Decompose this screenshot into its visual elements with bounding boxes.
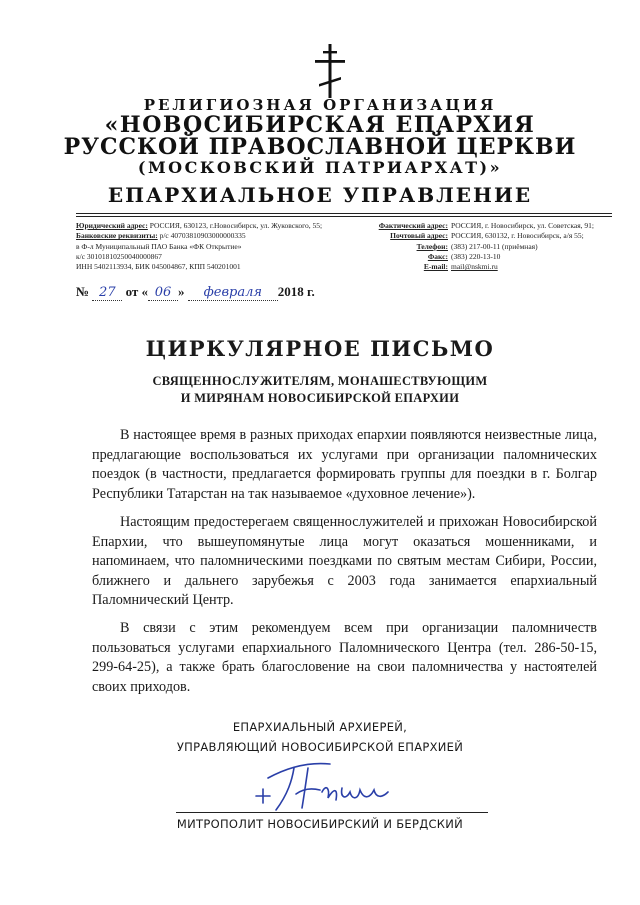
body-paragraph-1: В настоящее время в разных приходах епархии появляются неизвестные лица, предлагающие воспользоваться их услугами при организации паломнических поездок (в частности, предлагается формировать группы для поездки в г. Болгар Республики Татарстан на так называемое «духовное лечение»). [92,427,597,502]
body-paragraph-2: Настоящим предостерегаем священнослужителей и прихожан Новосибирской Епархии, что вышеупомянутые лица могут оказаться мошенниками, и напоминаем, что паломническими поездками по святым местам Сибири, России, ближнего и дальнего зарубежья с 2003 года занимается епархиальный Паломнический Центр. [92,514,597,608]
church-name-line: РУССКОЙ ПРАВОСЛАВНОЙ ЦЕРКВИ [63,134,577,160]
date-year: 2018 г. [277,284,315,299]
bank-details-label: Банковские реквизиты: [76,231,158,241]
legal-address-row [76,221,376,231]
date-from-label: от « [125,284,149,299]
fax-value: (383) 220-13-10 [451,251,501,261]
contacts-right [372,221,617,272]
body-paragraph-3: В связи с этим рекомендуем всем при организации паломничеств пользоваться услугами епархиального Паломнического Центра (тел. 286-50-15, 299-64-25), а также брать благословение на свои паломничества у настоятелей своих приходов. [92,620,597,695]
signature-line [176,812,488,813]
letter-addressee-line2: И МИРЯНАМ НОВОСИБИРСКОЙ ЕПАРХИИ [180,391,460,405]
postal-address-row [372,231,617,241]
date-month: февраля [188,285,278,301]
legal-address-label: Юридический адрес: [76,221,148,230]
actual-address-label: Фактический адрес: [378,221,448,230]
diocese-name-line: «НОВОСИБИРСКАЯ ЕПАРХИЯ [104,112,536,138]
document-number: 27 [92,285,122,301]
bank-branch: в Ф-л Муниципальный ПАО Банка «ФК Открытие» [76,241,242,251]
fax-label: Факс: [427,251,448,261]
handwritten-signature [250,758,400,816]
contacts-left [76,221,376,272]
bank-account-value: р/с 40703810903000000335 [159,231,246,241]
postal-address-value: РОССИЯ, 630132, г. Новосибирск, а/я 55; [451,231,584,241]
actual-address-row [372,221,617,231]
administration-title: ЕПАРХИАЛЬНОЕ УПРАВЛЕНИЕ [107,183,533,207]
email-link[interactable]: mail@nskmi.ru [451,262,498,272]
legal-address-value: РОССИЯ, 630123, г.Новосибирск, ул. Жуковского, 55; [149,221,323,230]
letter-addressee-line1: СВЯЩЕННОСЛУЖИТЕЛЯМ, МОНАШЕСТВУЮЩИМ [152,374,488,388]
patriarchate-line: (МОСКОВСКИЙ ПАТРИАРХАТ)» [137,158,503,177]
org-type-line: РЕЛИГИОЗНАЯ ОРГАНИЗАЦИЯ [143,96,497,114]
email-label: E-mail: [423,262,448,272]
phone-value: (383) 217-00-11 (приёмная) [451,241,538,251]
bank-details-row [76,231,376,241]
phone-label: Телефон: [416,241,448,251]
letter-title: ЦИРКУЛЯРНОЕ ПИСЬМО [145,336,495,361]
tax-ids: ИНН 5402113934, БИК 045004867, КПП 540201001 [76,262,241,272]
email-row [372,262,617,272]
header-divider-thin [76,216,612,217]
date-quote-close: » [178,284,185,299]
date-day: 06 [148,285,178,301]
reference-line [76,284,315,301]
number-label: № [76,284,90,299]
fax-row [372,252,617,262]
orthodox-cross-icon [306,44,354,100]
header-divider [76,213,612,214]
signatory-title-line1: ЕПАРХИАЛЬНЫЙ АРХИЕРЕЙ, [232,720,408,734]
signatory-title-line2: УПРАВЛЯЮЩИЙ НОВОСИБИРСКОЙ ЕПАРХИЕЙ [176,740,464,754]
actual-address-value: РОССИЯ, г. Новосибирск, ул. Советская, 91; [451,221,594,230]
phone-row [372,242,617,252]
corr-account: к/с 30101810250040000867 [76,251,162,261]
signatory-title-line3: МИТРОПОЛИТ НОВОСИБИРСКИЙ И БЕРДСКИЙ [176,817,464,831]
postal-address-label: Почтовый адрес: [390,231,448,241]
